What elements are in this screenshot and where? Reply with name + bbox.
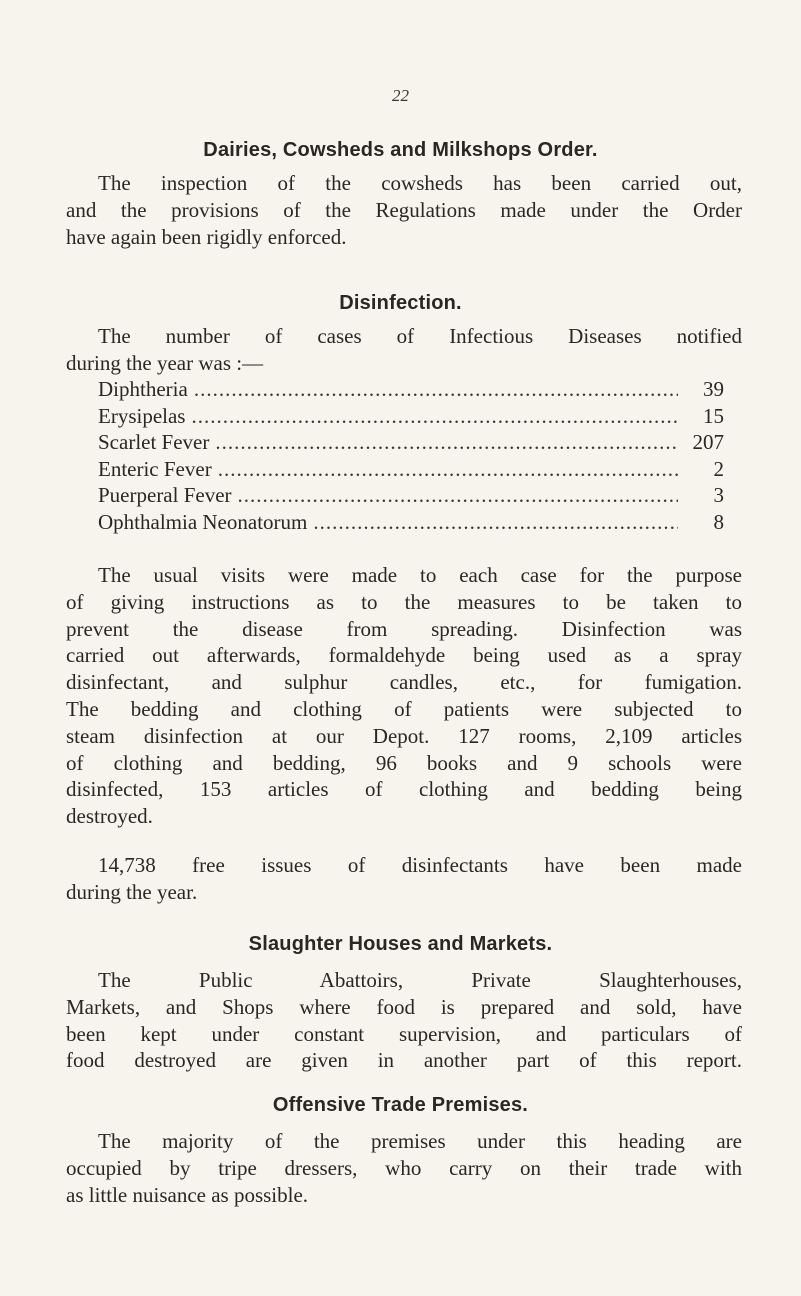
text-line: have again been rigidly enforced. [66, 224, 347, 249]
disease-list [98, 376, 724, 536]
text-line: The usual visits were made to each case for the purpose [98, 563, 742, 587]
page-number: 22 [392, 86, 409, 105]
disease-name: Diphtheria [98, 377, 188, 401]
disease-count: 8 [713, 509, 724, 534]
text-line: as little nuisance as possible. [66, 1182, 309, 1207]
text-line: food destroyed are given in another part of this report. [66, 1048, 742, 1073]
text-line: destroyed. [66, 804, 153, 829]
text-line: during the year was :— [66, 350, 264, 375]
text-line: disinfected, 153 articles of clothing and bedding being [66, 777, 742, 802]
disease-count: 2 [713, 456, 724, 481]
disease-row-ophthalmia-neonatorum [98, 509, 724, 536]
text-line: occupied by tripe dressers, who carry on their trade with [66, 1155, 742, 1180]
offensive-heading: Offensive Trade Premises. [272, 1094, 529, 1116]
free-issues-paragraph [66, 852, 742, 906]
disease-row-scarlet-fever [98, 429, 724, 456]
dairies-heading: Dairies, Cowsheds and Milkshops Order. [203, 139, 598, 161]
text-line: of giving instructions as to the measures to be taken to [66, 589, 742, 614]
text-line: been kept under constant supervision, and particulars of [66, 1021, 742, 1046]
dairies-paragraph [66, 170, 742, 250]
disease-name: Puerperal Fever [98, 483, 232, 508]
disease-count: 15 [703, 403, 724, 428]
text-line: carried out afterwards, formaldehyde being used as a spray [66, 643, 742, 668]
disease-count: 207 [692, 430, 724, 455]
text-line: The majority of the premises under this heading are [98, 1129, 742, 1153]
text-line: steam disinfection at our Depot. 127 rooms, 2,109 articles [66, 723, 742, 748]
text-line: 14,738 free issues of disinfectants have been made [98, 853, 742, 877]
text-line: prevent the disease from spreading. Disinfection was [66, 616, 742, 641]
offensive-paragraph [66, 1128, 742, 1208]
leader-dots [238, 482, 678, 509]
leader-dots [215, 429, 678, 456]
text-line: disinfectant, and sulphur candles, etc., for fumigation. [66, 670, 742, 695]
leader-dots [218, 456, 678, 483]
leader-dots [191, 403, 678, 430]
text-line: The number of cases of Infectious Diseases notified [98, 324, 742, 348]
text-line: The inspection of the cowsheds has been carried out, [98, 171, 742, 195]
text-line: of clothing and bedding, 96 books and 9 schools were [66, 750, 742, 775]
disinfection-intro [66, 323, 742, 377]
text-line: during the year. [66, 879, 198, 904]
disease-name: Enteric Fever [98, 456, 212, 481]
disease-row-enteric-fever [98, 456, 724, 483]
leader-dots [194, 376, 678, 403]
disinfection-visits-paragraph [66, 562, 742, 830]
disease-row-erysipelas [98, 403, 724, 430]
text-line: The Public Abattoirs, Private Slaughterhouses, [98, 968, 742, 992]
slaughter-heading: Slaughter Houses and Markets. [248, 933, 553, 955]
disinfection-heading: Disinfection. [339, 292, 462, 314]
disease-count: 39 [703, 377, 724, 401]
leader-dots [313, 509, 678, 536]
disease-name: Erysipelas [98, 403, 186, 428]
disease-row-diphtheria [98, 376, 724, 403]
disease-name: Ophthalmia Neonatorum [98, 509, 308, 534]
disease-row-puerperal-fever [98, 482, 724, 509]
slaughter-paragraph [66, 967, 742, 1074]
text-line: Markets, and Shops where food is prepared and sold, have [66, 994, 742, 1019]
text-line: and the provisions of the Regulations made under the Order [66, 197, 742, 222]
text-line: The bedding and clothing of patients were subjected to [66, 696, 742, 721]
disease-count: 3 [713, 483, 724, 508]
disease-name: Scarlet Fever [98, 430, 210, 455]
